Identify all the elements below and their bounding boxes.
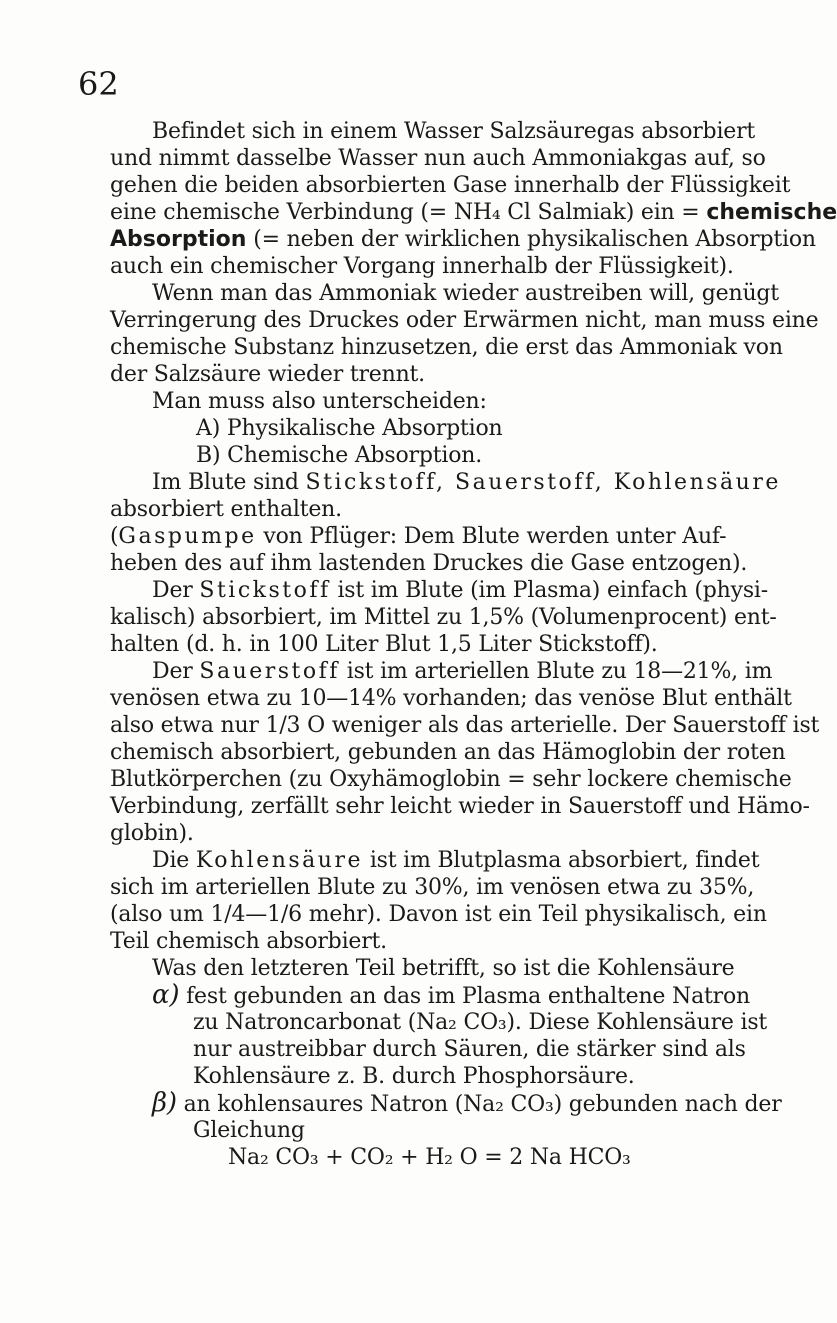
text-line: Befindet sich in einem Wasser Salzsäuregas absorbiert <box>152 119 756 144</box>
equation: Na₂ CO₃ + CO₂ + H₂ O = 2 Na HCO₃ <box>228 1145 631 1170</box>
text-span: (also um <box>110 902 204 927</box>
text-line: Verringerung des Druckes oder Erwärmen nicht, man muss eine <box>110 308 819 333</box>
text-line: Kohlensäure z. B. durch Phosphorsäure. <box>193 1064 635 1089</box>
list-marker: β) <box>152 1088 177 1118</box>
text-line: chemische Substanz hinzusetzen, die erst das Ammoniak von <box>110 335 783 360</box>
text-span: ist im arteriellen Blute zu 18—21%, im <box>346 659 773 684</box>
text-span: O weniger als das arterielle. Der Sauerstoff ist <box>307 713 820 738</box>
text-span: (= neben der wirklichen physikalischen Absorption <box>253 227 816 252</box>
text-line: Man muss also unterscheiden: <box>152 389 487 414</box>
text-line: gehen die beiden absorbierten Gase innerhalb der Flüssigkeit <box>110 173 791 198</box>
text-line: kalisch) absorbiert, im Mittel zu 1,5% (Volumenprocent) ent- <box>110 605 777 630</box>
emphasis: chemische <box>706 200 837 225</box>
text-span: ( <box>110 524 119 549</box>
page-number: 62 <box>78 65 119 103</box>
text-line <box>110 900 767 930</box>
text-line: halten (d. h. in 100 Liter Blut 1,5 Liter Stickstoff). <box>110 632 658 657</box>
text-line: globin). <box>110 821 194 846</box>
spaced-term: Stickstoff, Sauerstoff, Kohlensäure <box>305 470 781 495</box>
text-line <box>110 711 819 741</box>
fraction: 1/3 <box>265 713 301 738</box>
text-line: auch ein chemischer Vorgang innerhalb der Flüssigkeit). <box>110 254 734 279</box>
spaced-term: Kohlensäure <box>195 848 364 873</box>
text-span: mehr). Davon ist ein Teil physikalisch, ein <box>308 902 767 927</box>
text-span: Die <box>152 848 190 873</box>
text-span: an kohlensaures Natron (Na₂ CO₃) gebunden nach der <box>183 1092 782 1117</box>
spaced-term: Stickstoff <box>199 578 331 603</box>
text-line: heben des auf ihm lastenden Druckes die Gase entzogen). <box>110 551 748 576</box>
text-line: und nimmt dasselbe Wasser nun auch Ammoniakgas auf, so <box>110 146 766 171</box>
text-line: B) Chemische Absorption. <box>196 443 483 468</box>
text-line <box>110 522 726 552</box>
text-line: A) Physikalische Absorption <box>196 416 503 441</box>
text-line <box>152 468 781 498</box>
text-line: sich im arteriellen Blute zu 30%, im venösen etwa zu 35%, <box>110 875 755 900</box>
text-line: Wenn man das Ammoniak wieder austreiben will, genügt <box>152 281 779 306</box>
text-line <box>152 846 759 876</box>
fraction: 1/4—1/6 <box>210 902 302 927</box>
text-line: Teil chemisch absorbiert. <box>110 929 387 954</box>
text-line: Was den letzteren Teil betrifft, so ist die Kohlensäure <box>152 956 735 981</box>
text-span: also etwa nur <box>110 713 259 738</box>
text-line <box>152 657 772 687</box>
text-line: zu Natroncarbonat (Na₂ CO₃). Diese Kohlensäure ist <box>193 1010 768 1035</box>
text-line: chemisch absorbiert, gebunden an das Hämoglobin der roten <box>110 740 786 765</box>
text-line: Blutkörperchen (zu Oxyhämoglobin = sehr lockere chemische <box>110 767 792 792</box>
text-span: ist im Blute (im Plasma) einfach (physi- <box>337 578 768 603</box>
text-span: fest gebunden an das im Plasma enthaltene Natron <box>186 984 750 1009</box>
text-line: Verbindung, zerfällt sehr leicht wieder in Sauerstoff und Hämo- <box>110 794 810 819</box>
text-span: ist im Blutplasma absorbiert, findet <box>369 848 760 873</box>
text-span: Im Blute sind <box>152 470 299 495</box>
text-line: venösen etwa zu 10—14% vorhanden; das venöse Blut enthält <box>110 686 792 711</box>
text-line <box>110 198 837 228</box>
spaced-term: Gaspumpe <box>118 524 257 549</box>
text-line: nur austreibbar durch Säuren, die stärker sind als <box>193 1037 746 1062</box>
spaced-term: Sauerstoff <box>199 659 340 684</box>
text-span: Der <box>152 659 193 684</box>
text-line: der Salzsäure wieder trennt. <box>110 362 425 387</box>
text-line: absorbiert enthalten. <box>110 497 342 522</box>
text-line: Gleichung <box>193 1118 305 1143</box>
list-marker: α) <box>152 980 180 1010</box>
text-span: von Pflüger: Dem Blute werden unter Auf- <box>263 524 727 549</box>
text-line <box>152 576 768 606</box>
emphasis: Absorption <box>110 227 247 252</box>
text-line <box>110 225 816 255</box>
text-span: Der <box>152 578 193 603</box>
text-span: eine chemische Verbindung (= NH₄ Cl Salmiak) ein = <box>110 200 700 225</box>
